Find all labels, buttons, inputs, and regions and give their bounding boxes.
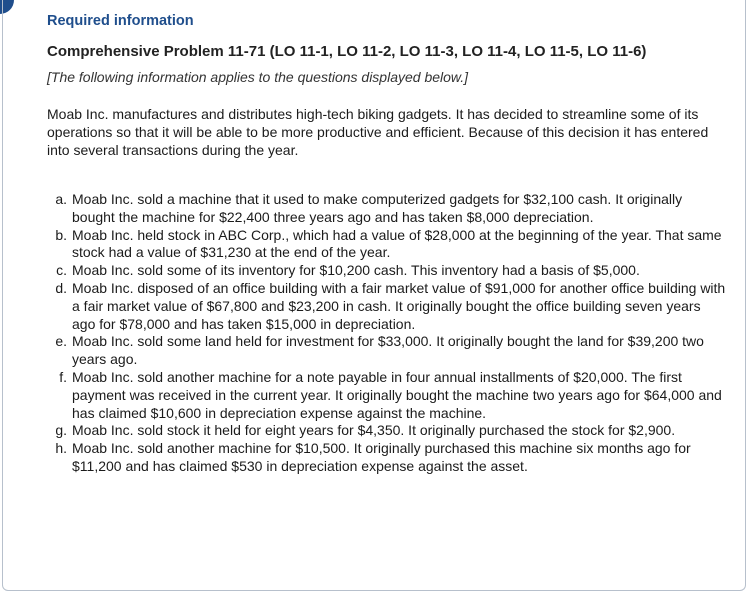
list-marker: g. [55,422,67,439]
list-item-text: Moab Inc. sold some of its inventory for $10,200 cash. This inventory had a basis of $5,000. [72,262,640,279]
list-item-c [56,262,727,280]
list-item-b [55,226,727,263]
list-marker: a. [55,191,67,207]
list-item-g [55,422,727,440]
problem-title: Comprehensive Problem 11-71 (LO 11-1, LO 11-2, LO 11-3, LO 11-4, LO 11-5, LO 11-6) [47,43,647,60]
panel-content [47,12,727,476]
list-marker: b. [55,226,67,243]
applies-note: [The following information applies to the questions displayed below.] [47,69,469,85]
list-item-text: Moab Inc. disposed of an office building with a fair market value of $91,000 for another office building with a fair market value of $67,800 and $23,200 in cash. It originally bought the office building seven years ago for $78,000 and has taken $15,000 in depreciation. [72,279,726,332]
list-item-text: Moab Inc. sold another machine for a note payable in four annual installments of $20,000. The first payment was received in the current year. It originally bought the machine two years ago for $64,000 and has claimed $10,600 in depreciation expense against the machine. [72,368,722,421]
list-item-text: Moab Inc. held stock in ABC Corp., which had a value of $28,000 at the beginning of the year. That same stock had a value of $31,230 at the end of the year. [72,226,722,261]
required-information-heading: Required information [47,13,194,29]
list-marker: d. [55,279,67,296]
list-item-text: Moab Inc. sold some land held for investment for $33,000. It originally bought the land for $39,200 two years ago. [72,333,704,368]
transaction-list [47,191,727,476]
list-marker: e. [55,333,67,350]
list-item-a [55,191,727,227]
list-item-text: Moab Inc. sold stock it held for eight years for $4,350. It originally purchased the stock for $2,900. [72,422,676,439]
list-item-text: Moab Inc. sold a machine that it used to make computerized gadgets for $32,100 cash. It originally bought the machine for $22,400 three years ago and has taken $8,000 depreciation. [72,191,683,225]
list-item-text: Moab Inc. sold another machine for $10,500. It originally purchased this machine six months ago for $11,200 and has claimed $530 in depreciation expense against the asset. [72,440,691,474]
list-marker: f. [59,368,67,385]
required-information-panel [2,0,746,591]
list-marker: c. [56,262,67,279]
list-item-f [59,368,727,422]
intro-paragraph: Moab Inc. manufactures and distributes high-tech biking gadgets. It has decided to streamline some of its operations so that it will be able to be more productive and efficient. Because of this decision it has entered into several transactions during the year. [47,106,709,158]
list-item-e [55,333,727,369]
list-item-h [55,440,727,476]
list-item-d [55,279,727,333]
list-marker: h. [55,440,67,457]
